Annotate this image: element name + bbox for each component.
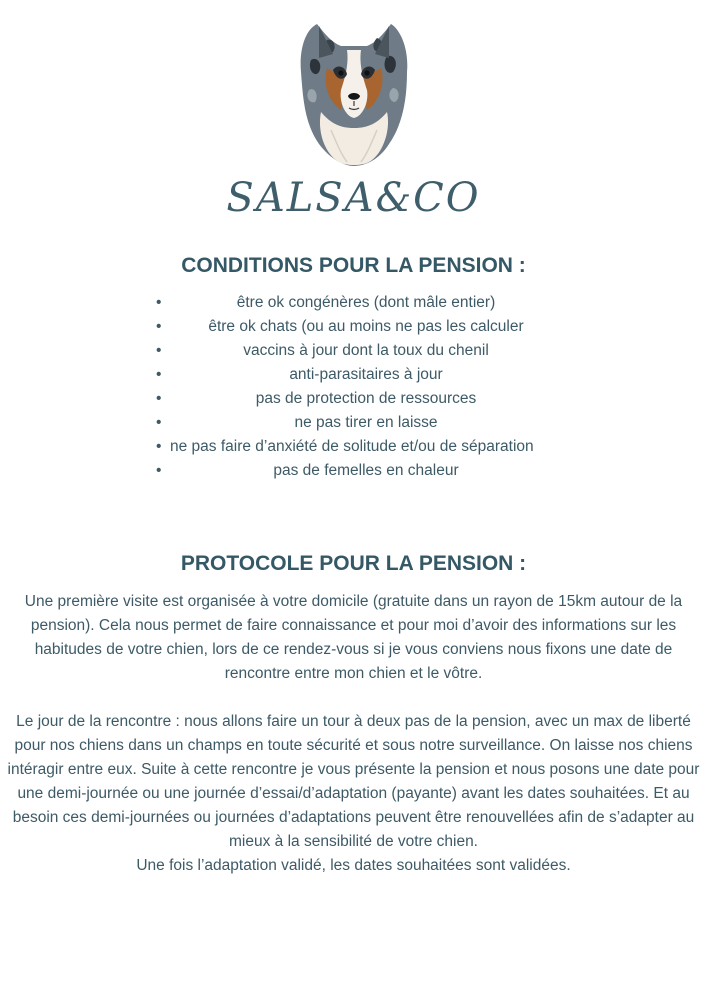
list-item: [156, 363, 576, 387]
collie-dog-head-icon: [297, 20, 411, 166]
condition-text: anti-parasitaires à jour: [289, 366, 443, 383]
condition-text: pas de femelles en chaleur: [273, 462, 459, 479]
brand-name: SALSA&CO: [226, 175, 481, 221]
condition-text: être ok congénères (dont mâle entier): [236, 294, 496, 311]
conditions-list: [156, 291, 576, 483]
condition-text: ne pas tirer en laisse: [294, 414, 438, 431]
protocole-title: PROTOCOLE POUR LA PENSION :: [180, 552, 527, 575]
protocole-paragraph-2-block: [0, 710, 707, 878]
list-item: [156, 339, 576, 363]
bullet: •: [156, 390, 162, 407]
list-item: [156, 411, 576, 435]
protocole-paragraph-1: Une première visite est organisée à votre domicile (gratuite dans un rayon de 15km autour de la pension). Cela nous permet de faire connaissance et pour moi d’avoir des informations sur les habitudes de votre chien, lors de ce rendez-vous si je vous conviens nous fixons une date de rencontre entre mon chien et le vôtre.: [24, 593, 683, 682]
bullet: •: [156, 318, 162, 335]
condition-text: vaccins à jour dont la toux du chenil: [243, 342, 489, 359]
bullet: •: [156, 342, 162, 359]
protocole-paragraph-3: Une fois l’adaptation validé, les dates souhaitées sont validées.: [136, 857, 571, 874]
protocole-paragraph-2: Le jour de la rencontre : nous allons faire un tour à deux pas de la pension, avec un max de liberté pour nos chiens dans un champs en toute sécurité et sous notre surveillance. On laisse nos chiens intéragir entre eux. Suite à cette rencontre je vous présente la pension et nous posons une date pour une demi-journée ou une journée d’essai/d’adaptation (payante) avant les dates souhaitées. Et au besoin ces demi-journées ou journées d’adaptations peuvent être renouvellées afin de s’adapter au mieux à la sensibilité de votre chien.: [7, 713, 700, 850]
list-item: [156, 435, 576, 459]
list-item: [156, 291, 576, 315]
list-item: [156, 459, 576, 483]
bullet: •: [156, 438, 162, 455]
list-item: [156, 387, 576, 411]
condition-text: pas de protection de ressources: [255, 390, 477, 407]
list-item: [156, 315, 576, 339]
bullet: •: [156, 294, 162, 311]
conditions-title: CONDITIONS POUR LA PENSION :: [181, 254, 526, 277]
condition-text: ne pas faire d’anxiété de solitude et/ou de séparation: [170, 438, 534, 455]
bullet: •: [156, 366, 162, 383]
condition-text: être ok chats (ou au moins ne pas les calculer: [208, 318, 524, 335]
bullet: •: [156, 462, 162, 479]
bullet: •: [156, 414, 162, 431]
